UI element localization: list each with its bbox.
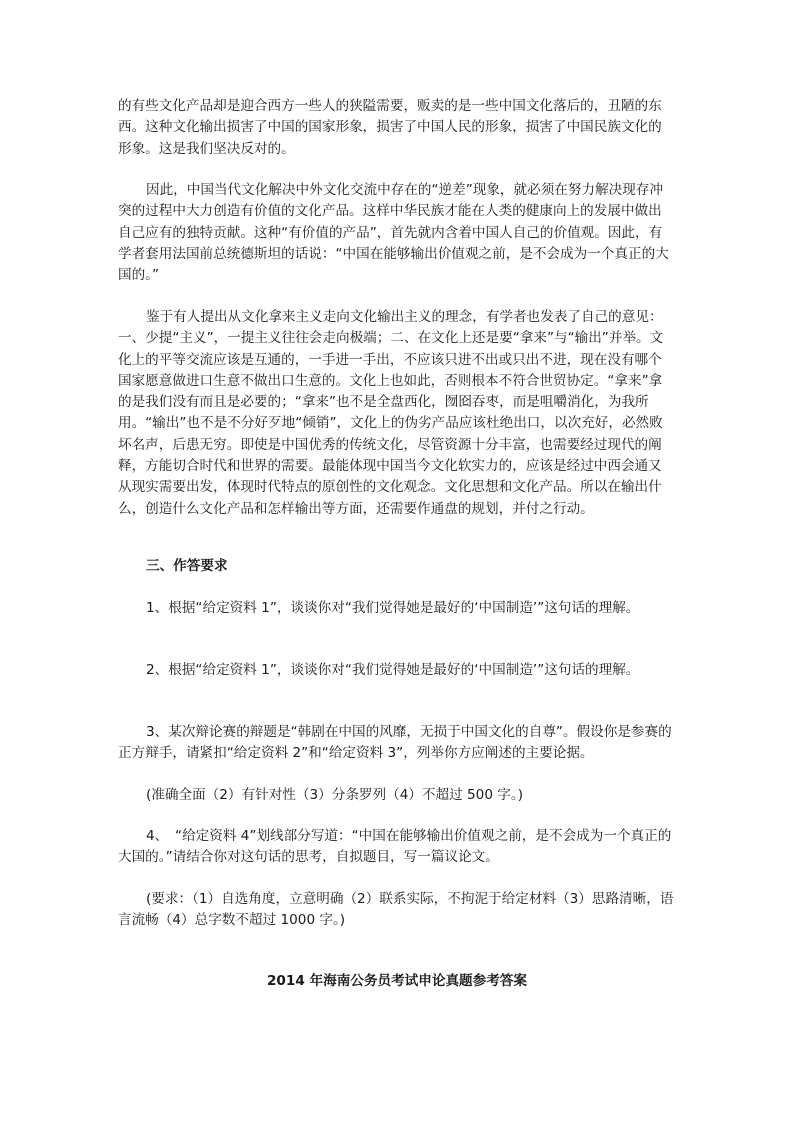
paragraph-1: 的有些文化产品却是迎合西方一些人的狭隘需要，贩卖的是一些中国文化落后的，丑陋的东西。这种文化输出损害了中国的国家形象，损害了中国人民的形象，损害了中国民族文化的形象。这是我们坚决反对的。 <box>118 98 662 157</box>
paragraph-2: 因此，中国当代文化解决中外文化交流中存在的“逆差”现象，就必须在努力解决现存冲突的过程中大力创造有价值的文化产品。这样中华民族才能在人类的健康向上的发展中做出自己应有的独特贡献。这种“有价值的产品”，首先就内含着中国人自己的价值观。因此，有学者套用法国前总统德斯坦的话说：“中国在能够输出价值观之前，是不会成为一个真正的大国的。” <box>118 182 669 284</box>
question-3-requirements: (准确全面（2）有针对性（3）分条罗列（4）不超过 500 字。) <box>146 787 523 803</box>
question-3: 3、某次辩论赛的辩题是“韩剧在中国的风靡，无损于中国文化的自尊”。假设你是参赛的正方辩手，请紧扣“给定资料 2”和“给定资料 3”，列举你方应阐述的主要论据。 <box>118 724 672 762</box>
question-4-requirements: (要求：（1）自选角度，立意明确（2）联系实际，不拘泥于给定材料（3）思路清晰，语言流畅（4）总字数不超过 1000 字。) <box>118 891 674 929</box>
question-2: 2、根据“给定资料 1”，谈谈你对“我们觉得她是最好的‘中国制造’”这句话的理解。 <box>146 662 640 678</box>
paragraph-3: 鉴于有人提出从文化拿来主义走向文化输出主义的理念，有学者也发表了自己的意见：一、少提“主义”，一提主义往往会走向极端；二、在文化上还是要“拿来”与“输出”并举。文化上的平等交流应该是互通的，一手进一手出，不应该只进不出或只出不进，现在没有哪个国家愿意做进口生意不做出口生意的。文化上也如此，否则根本不符合世贸协定。“拿来”拿的是我们没有而且是必要的；“拿来”也不是全盘西化，囫囵吞枣，而是咀嚼消化，为我所用。“输出”也不是不分好歹地“倾销”，文化上的伪劣产品应该杜绝出口，以次充好，必然败坏名声，后患无穷。即使是中国优秀的传统文化，尽管资源十分丰富，也需要经过现代的阐释，方能切合时代和世界的需要。最能体现中国当今文化软实力的，应该是经过中西会通又从现实需要出发，体现时代特点的原创性的文化观念。文化思想和文化产品。所以在输出什么，创造什么文化产品和怎样输出等方面，还需要作通盘的规划，并付之行动。 <box>118 309 664 517</box>
section-heading: 三、作答要求 <box>146 558 228 574</box>
question-4: 4、 “给定资料 4”划线部分写道：“中国在能够输出价值观之前，是不会成为一个真正的大国的。”请结合你对这句话的思考，自拟题目，写一篇议论文。 <box>118 828 672 866</box>
answer-title: 2014 年海南公务员考试申论真题参考答案 <box>266 973 528 989</box>
question-1: 1、根据“给定资料 1”，谈谈你对“我们觉得她是最好的‘中国制造’”这句话的理解。 <box>146 600 640 616</box>
